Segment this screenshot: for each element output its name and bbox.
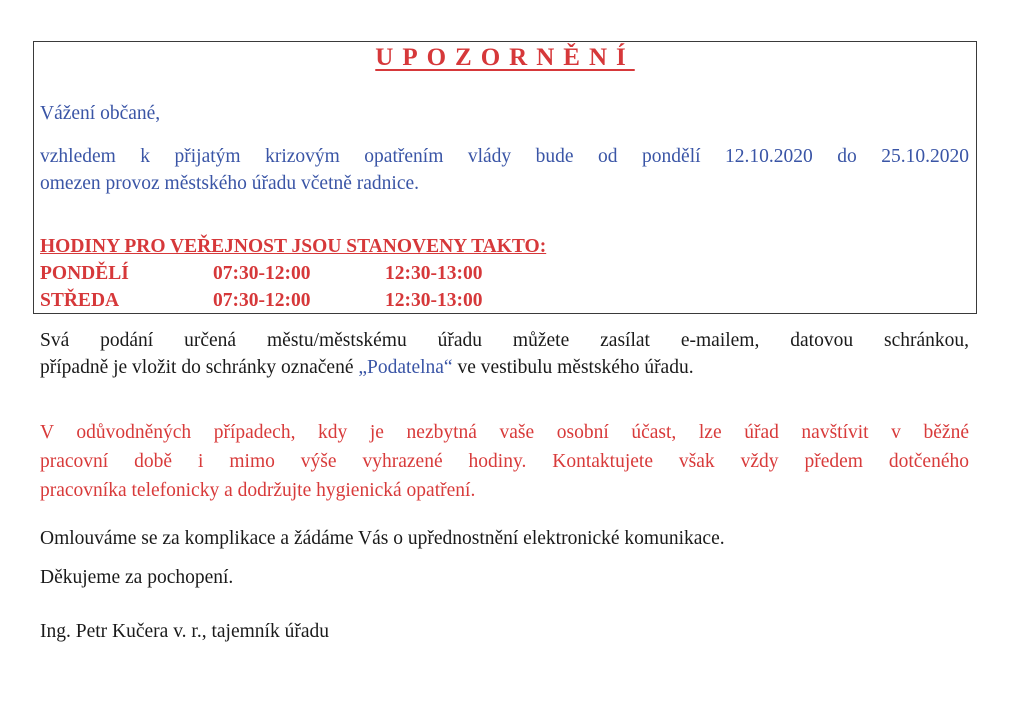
schedule-day: STŘEDA [40,290,120,311]
schedule-afternoon: 12:30-13:00 [385,290,483,311]
apology-text: Omlouváme se za komplikace a žádáme Vás o upřednostnění elektronické komunikace. [40,528,725,549]
in-person-line-1: V odůvodněných případech, kdy je nezbytná vaše osobní účast, lze úřad navštívit v běžné [40,422,969,443]
schedule-row [40,263,546,290]
submission-text-after: ve vestibulu městského úřadu. [452,357,694,378]
schedule-morning: 07:30-12:00 [213,263,311,284]
hours-block [40,236,546,317]
in-person-line-2: pracovní době i mimo výše vyhrazené hodiny. Kontaktujete však vždy předem dotčeného [40,451,969,472]
intro-line-2: omezen provoz městského úřadu včetně radnice. [40,173,420,194]
signature: Ing. Petr Kučera v. r., tajemník úřadu [40,621,329,642]
submission-line-1: Svá podání určená městu/městskému úřadu můžete zasílat e-mailem, datovou schránkou, [40,330,969,351]
hours-heading: HODINY PRO VEŘEJNOST JSOU STANOVENY TAKTO: [40,236,547,257]
submission-line-2 [40,354,969,381]
schedule-morning: 07:30-12:00 [213,290,311,311]
intro-line-1: vzhledem k přijatým krizovým opatřením vlády bude od pondělí 12.10.2020 do 25.10.2020 [40,146,969,167]
notice-title: UPOZORNĚNÍ [375,44,635,71]
greeting: Vážení občané, [40,103,161,124]
intro-paragraph [40,143,969,197]
in-person-paragraph [40,418,969,505]
schedule-afternoon: 12:30-13:00 [385,263,483,284]
in-person-line-3: pracovníka telefonicky a dodržujte hygienická opatření. [40,480,476,501]
thanks-text: Děkujeme za pochopení. [40,567,234,588]
submission-paragraph [40,327,969,381]
schedule-row [40,290,546,317]
submission-text-before: případně je vložit do schránky označené [40,357,359,378]
podatelna-quote: „Podatelna“ [358,357,453,378]
schedule-day: PONDĚLÍ [40,263,129,284]
